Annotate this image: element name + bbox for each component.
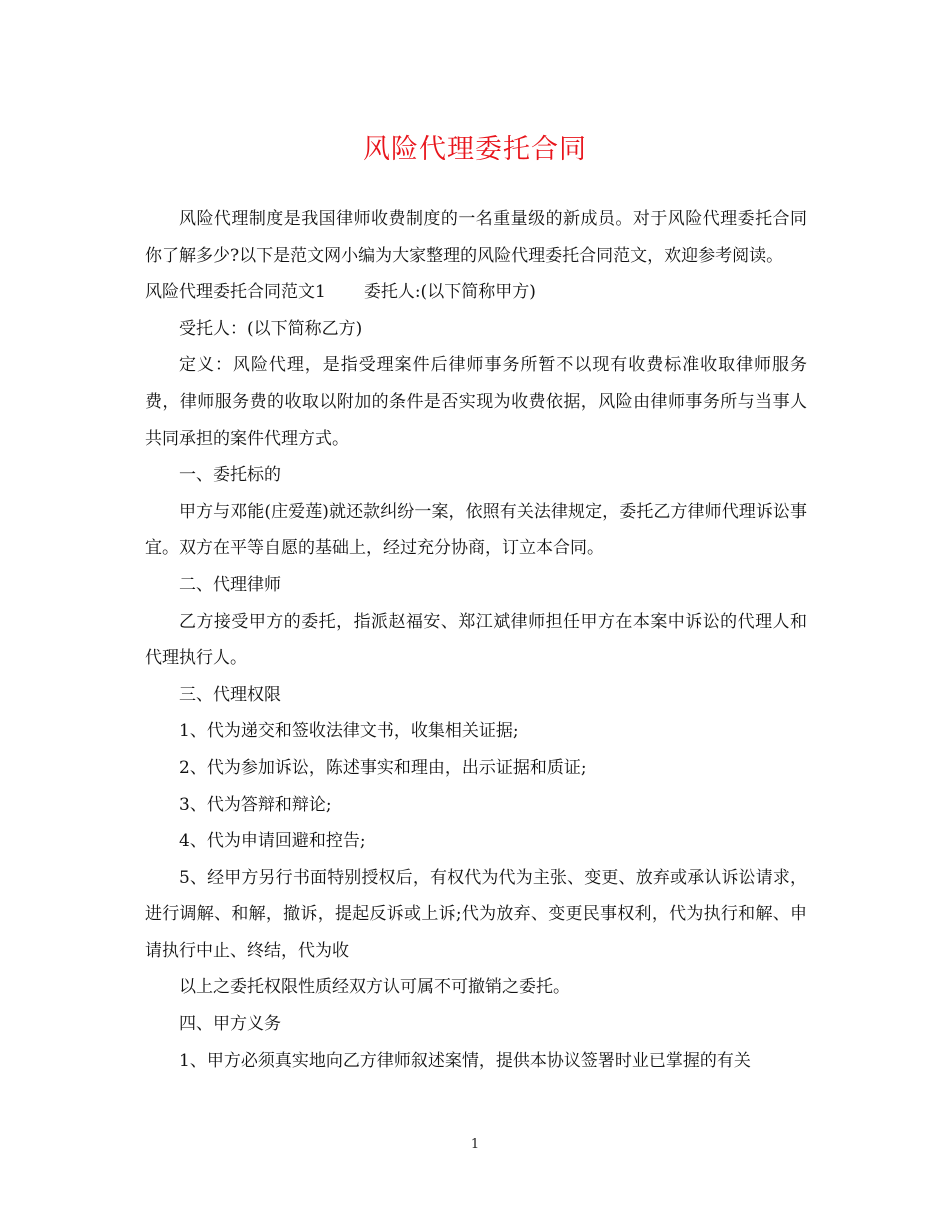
authority-item-3: 3、代为答辩和辩论; bbox=[179, 794, 332, 815]
definition-paragraph: 定义：风险代理，是指受理案件后律师事务所暂不以现有收费标准收取律师服务费，律师服务费的收取以附加的条件是否实现为收费依据，风险由律师事务所与当事人共同承担的案件代理方式。 bbox=[145, 355, 807, 449]
trustee-line: 受托人：(以下简称乙方) bbox=[179, 318, 363, 339]
document-body bbox=[145, 201, 807, 1079]
section-heading-subject: 一、委托标的 bbox=[179, 465, 281, 486]
section-heading-lawyers: 二、代理律师 bbox=[179, 574, 281, 595]
sample-heading: 风险代理委托合同范文1 bbox=[145, 282, 326, 303]
sample-heading-line bbox=[145, 274, 807, 311]
authority-item-2: 2、代为参加诉讼，陈述事实和理由，出示证据和质证; bbox=[179, 757, 587, 778]
authority-item-1: 1、代为递交和签收法律文书，收集相关证据; bbox=[179, 721, 519, 742]
authority-nature-paragraph: 以上之委托权限性质经双方认可属不可撤销之委托。 bbox=[179, 977, 570, 998]
obligation-item-1: 1、甲方必须真实地向乙方律师叙述案情，提供本协议签署时业已掌握的有关 bbox=[179, 1050, 751, 1071]
authority-item-5: 5、经甲方另行书面特别授权后，有权代为代为主张、变更、放弃或承认诉讼请求，进行调解、和解，撤诉，提起反诉或上诉;代为放弃、变更民事权利，代为执行和解、申请执行中止、终结，代为收 bbox=[145, 867, 807, 961]
authority-item-4: 4、代为申请回避和控告; bbox=[179, 831, 366, 852]
section-heading-authority: 三、代理权限 bbox=[179, 684, 281, 705]
subject-paragraph: 甲方与邓能(庄爱莲)就还款纠纷一案，依照有关法律规定，委托乙方律师代理诉讼事宜。双方在平等自愿的基础上，经过充分协商，订立本合同。 bbox=[145, 501, 807, 559]
lawyers-paragraph: 乙方接受甲方的委托，指派赵福安、郑江斌律师担任甲方在本案中诉讼的代理人和代理执行人。 bbox=[145, 611, 807, 669]
intro-paragraph: 风险代理制度是我国律师收费制度的一名重量级的新成员。对于风险代理委托合同你了解多少?以下是范文网小编为大家整理的风险代理委托合同范文，欢迎参考阅读。 bbox=[145, 209, 807, 266]
page-number: 1 bbox=[470, 1137, 480, 1152]
document-title: 风险代理委托合同 bbox=[363, 134, 587, 165]
section-heading-obligations: 四、甲方义务 bbox=[179, 1014, 281, 1035]
client-line: 委托人:(以下简称甲方) bbox=[363, 282, 536, 303]
